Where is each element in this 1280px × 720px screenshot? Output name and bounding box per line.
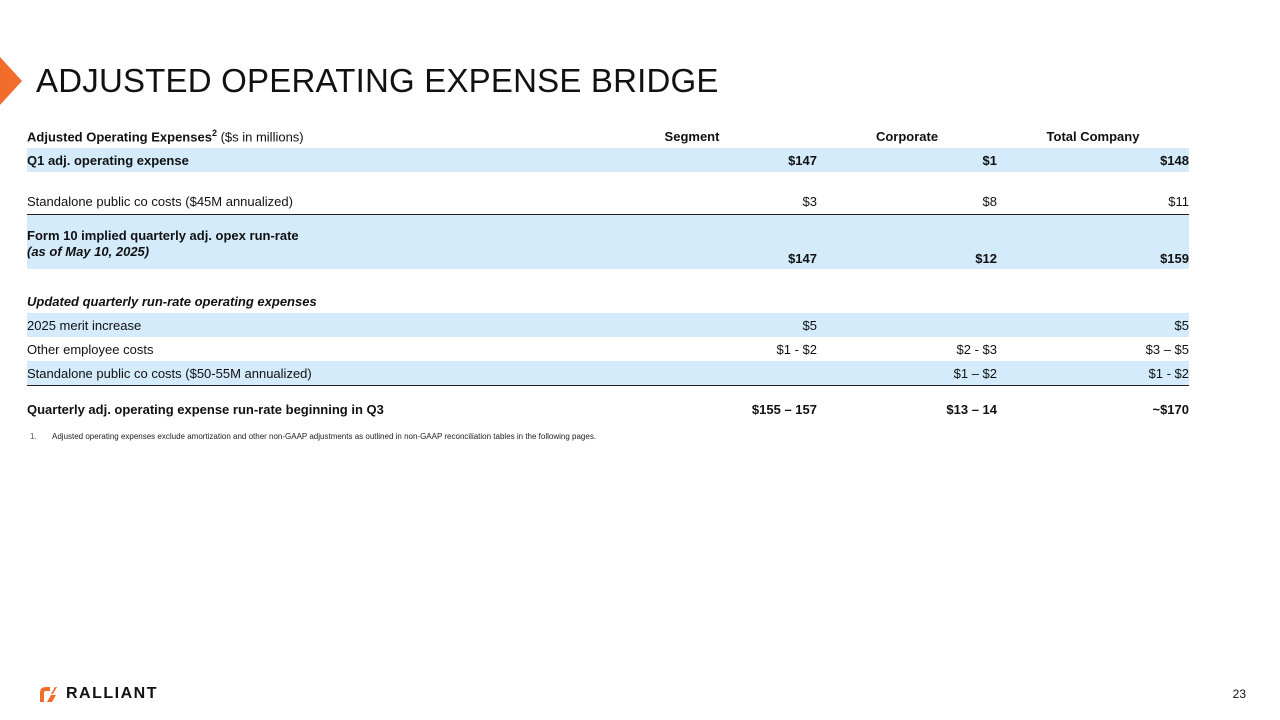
cell-corporate: $2 - $3 — [956, 341, 997, 357]
table-row — [27, 148, 1189, 172]
row-label: 2025 merit increase — [27, 313, 627, 337]
footnote — [30, 432, 596, 441]
table-row — [27, 188, 1189, 215]
cell-total: ~$170 — [1152, 401, 1189, 417]
cell-total: $148 — [997, 148, 1189, 172]
row-label-line1: Form 10 implied quarterly adj. opex run-rate — [27, 228, 299, 243]
table-row — [27, 386, 1189, 433]
opex-bridge-table — [27, 124, 1189, 432]
header-units: ($s in millions) — [216, 129, 304, 145]
header-corporate: Corporate — [875, 128, 939, 144]
footnote-text: Adjusted operating expenses exclude amortization and other non-GAAP adjustments as outlined in non-GAAP reconciliation tables in the following pages. — [52, 432, 597, 441]
header-label-bold: Adjusted Operating Expenses — [27, 129, 212, 145]
row-label — [27, 215, 627, 270]
cell-total: $11 — [997, 188, 1189, 215]
cell-segment: $3 — [627, 188, 817, 215]
spacer-row — [27, 172, 1189, 188]
table-row — [27, 361, 1189, 386]
section-label: Updated quarterly run-rate operating expenses — [27, 293, 317, 309]
header-segment: Segment — [664, 128, 720, 144]
cell-segment: $155 – 157 — [751, 401, 817, 417]
cell-segment: $5 — [627, 313, 817, 337]
cell-corporate: $1 – $2 — [817, 361, 997, 386]
page-number: 23 — [1232, 687, 1246, 701]
cell-segment — [627, 361, 817, 386]
cell-segment: $1 - $2 — [776, 341, 817, 357]
cell-segment: $147 — [627, 215, 817, 270]
cell-corporate: $12 — [817, 215, 997, 270]
cell-corporate: $13 – 14 — [946, 401, 997, 417]
row-label: Quarterly adj. operating expense run-rate beginning in Q3 — [27, 401, 384, 417]
row-label: Standalone public co costs ($50-55M annualized) — [27, 361, 627, 386]
row-label-line2: (as of May 10, 2025) — [27, 244, 150, 259]
table-header-row — [27, 124, 1189, 148]
cell-corporate — [817, 313, 997, 337]
row-label: Q1 adj. operating expense — [27, 148, 627, 172]
row-label: Standalone public co costs ($45M annualized) — [27, 188, 627, 215]
table-row — [27, 337, 1189, 361]
section-header-row — [27, 289, 1189, 313]
header-total-company: Total Company — [1046, 128, 1140, 144]
spacer-row — [27, 269, 1189, 289]
cell-segment: $147 — [627, 148, 817, 172]
table-row — [27, 313, 1189, 337]
brand-name: RALLIANT — [66, 685, 158, 702]
cell-total: $3 – $5 — [1145, 341, 1189, 357]
footnote-number: 1. — [30, 432, 37, 441]
ralliant-logo-icon — [38, 684, 58, 704]
cell-corporate: $1 — [817, 148, 997, 172]
cell-total: $1 - $2 — [997, 361, 1189, 386]
table-row — [27, 215, 1189, 270]
page-title: ADJUSTED OPERATING EXPENSE BRIDGE — [36, 62, 719, 99]
cell-total: $159 — [997, 215, 1189, 270]
title-accent-arrow — [0, 57, 22, 105]
row-label: Other employee costs — [27, 341, 154, 357]
company-logo — [38, 683, 158, 705]
header-superscript: 2 — [211, 127, 217, 138]
header-label — [27, 124, 627, 148]
cell-corporate: $8 — [817, 188, 997, 215]
cell-total: $5 — [997, 313, 1189, 337]
